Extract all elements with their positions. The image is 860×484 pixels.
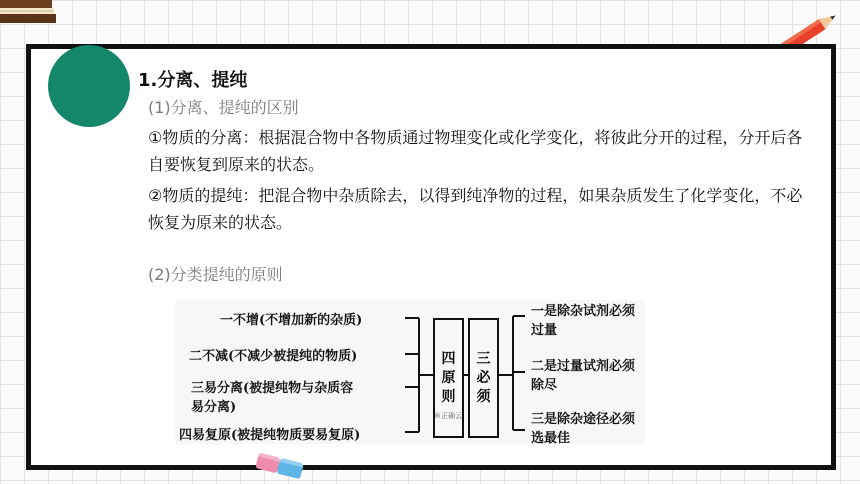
must-item-1: 一是除杂试剂必须过量 [531, 304, 636, 338]
three-musts-label: 三必须 [476, 351, 491, 405]
section-title: 1.分离、提纯 [138, 70, 248, 91]
principles-diagram [175, 300, 645, 444]
principle-item-3-cont: 易分离) [191, 400, 237, 415]
book-icon [0, 0, 60, 30]
paragraph-separation: ①物质的分离：根据混合物中各物质通过物理变化或化学变化，将彼此分开的过程，分开后各自要恢复到原来的状态。 [148, 128, 803, 174]
section-marker-circle [48, 45, 130, 127]
watermark: ®正确云 [434, 412, 462, 420]
four-principles-label: 四原则 [441, 351, 456, 405]
three-musts-box [468, 318, 499, 438]
subheading-principles: (2)分类提纯的原则 [148, 265, 283, 284]
paragraph-purification: ②物质的提纯：把混合物中杂质除去，以得到纯净物的过程，如果杂质发生了化学变化，不必恢复为原来的状态。 [148, 186, 803, 232]
must-item-2: 二是过量试剂必须除尽 [531, 359, 636, 393]
principle-item-1: 一不增(不增加新的杂质) [220, 313, 363, 328]
must-item-3: 三是除杂途径必须选最佳 [531, 412, 636, 446]
subheading-distinction: (1)分离、提纯的区别 [148, 98, 299, 117]
principle-item-2: 二不减(不减少被提纯的物质) [189, 349, 358, 364]
principle-item-3: 三易分离(被提纯物与杂质容 [191, 381, 354, 396]
principle-item-4: 四易复原(被提纯物质要易复原) [179, 428, 361, 443]
eraser-icon [250, 452, 310, 484]
